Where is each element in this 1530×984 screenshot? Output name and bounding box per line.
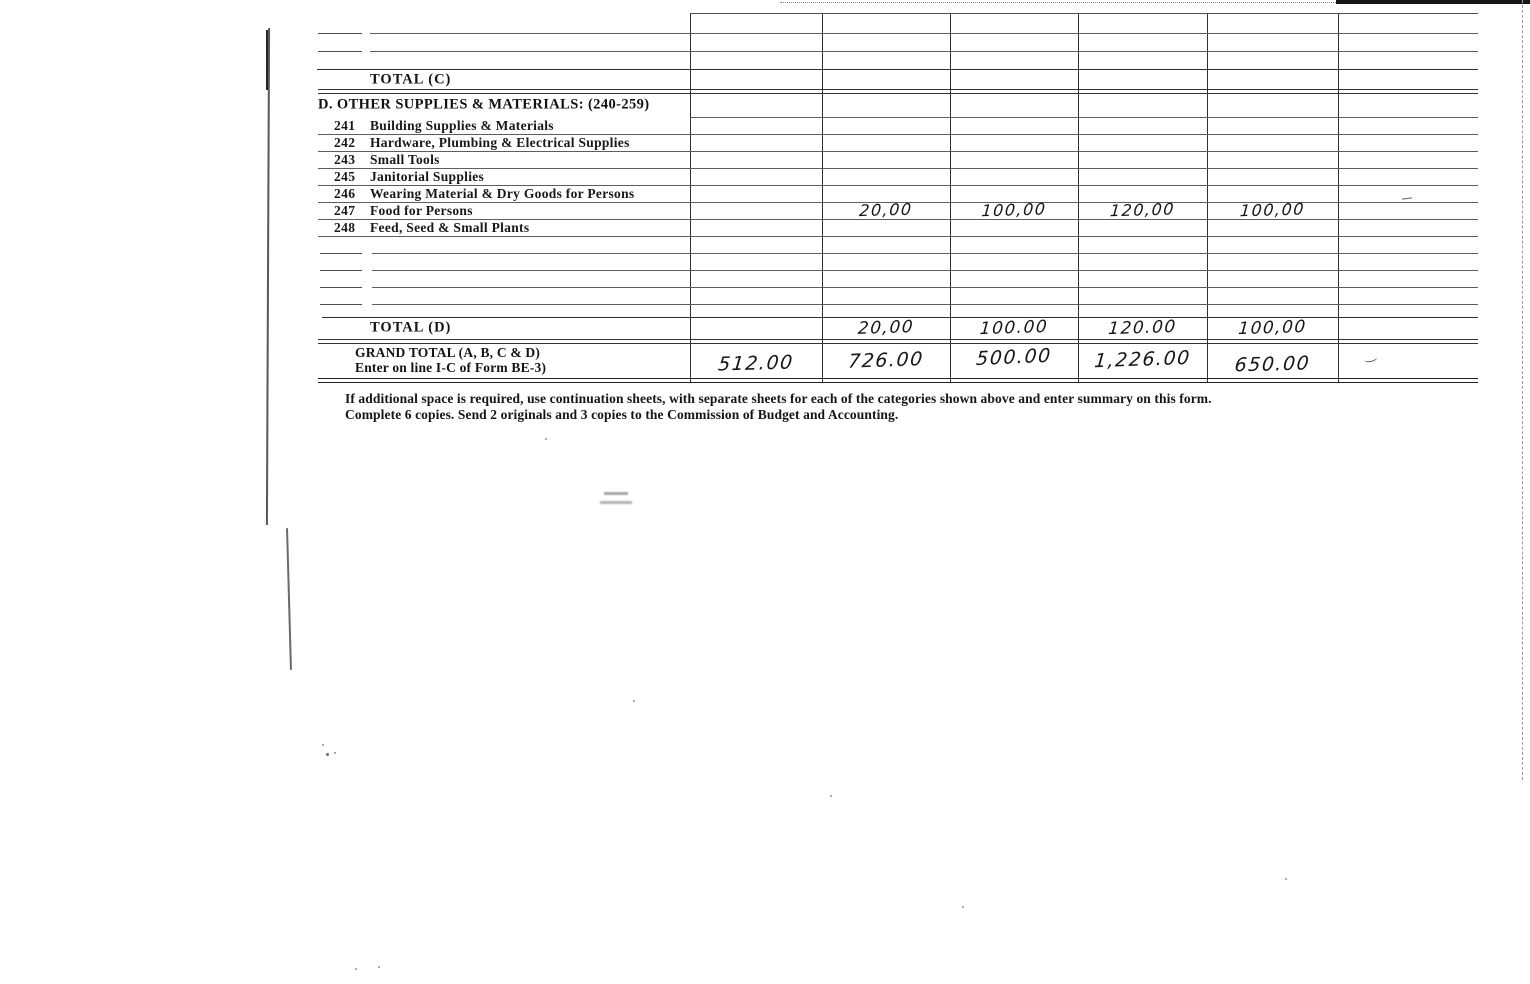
amount-cell — [1207, 317, 1338, 339]
grand-total-label-line1: GRAND TOTAL (A, B, C & D) — [355, 345, 541, 360]
blank-row-number-stub — [320, 287, 362, 288]
blank-row-number-stub — [318, 51, 362, 52]
footnote-line1: If additional space is required, use continuation sheets, with separate sheets for each of the categories shown above and enter summary on this form. — [345, 391, 1212, 406]
item-number: 243 — [334, 151, 356, 167]
row-grand-total — [318, 342, 1478, 378]
speck — [326, 753, 329, 756]
item-label: Building Supplies & Materials — [370, 117, 554, 133]
handwritten-amount: 100,00 — [1239, 198, 1306, 220]
handwritten-amount: 100.00 — [979, 316, 1049, 340]
top-right-heavy-edge-bar — [1336, 0, 1530, 4]
blank-row-data-rule — [690, 287, 1478, 288]
blank-row-data-rule — [690, 270, 1478, 271]
item-number: 248 — [334, 219, 356, 235]
handwritten-amount: 100,00 — [980, 198, 1048, 220]
speck — [378, 966, 380, 968]
item-number: 245 — [334, 168, 356, 184]
blank-row-number-stub — [320, 270, 362, 271]
blank-row-desc-rule — [370, 51, 690, 52]
speck — [830, 795, 832, 797]
item-label: Janitorial Supplies — [370, 168, 485, 184]
grand-total-bottom-double-rule — [318, 378, 1478, 383]
amount-cell — [1078, 317, 1207, 339]
item-row-245 — [318, 168, 1478, 185]
blank-row-desc-rule — [372, 270, 690, 271]
item-number: 246 — [334, 185, 356, 201]
item-label: Small Tools — [370, 151, 440, 167]
amount-cell — [950, 317, 1078, 339]
amount-cell — [690, 342, 822, 378]
item-row-242 — [318, 134, 1478, 151]
amount-cell — [950, 342, 1078, 378]
handwritten-amount: 726.00 — [847, 348, 925, 373]
blank-row-data-rule — [690, 51, 1478, 52]
row-section-d-heading — [318, 92, 1478, 117]
top-page-edge-dotted-line — [780, 2, 1336, 3]
speck — [1285, 878, 1287, 880]
blank-row-desc-rule — [372, 253, 690, 254]
item-row-rule — [318, 236, 1478, 237]
amount-cell — [950, 198, 1078, 220]
blank-row-desc-rule — [370, 33, 690, 34]
row-total-d — [318, 317, 1478, 339]
item-row-247 — [318, 198, 1478, 220]
data-area-top-rule — [690, 13, 1478, 14]
speck — [633, 700, 635, 702]
blank-row-number-stub — [318, 33, 362, 34]
row-total-c — [318, 69, 1478, 91]
handwritten-amount: 100,00 — [1237, 316, 1308, 340]
grand-total-label — [355, 345, 546, 375]
item-number: 242 — [334, 134, 356, 150]
grand-total-label-line2: Enter on line I-C of Form BE-3) — [355, 360, 547, 375]
amount-cell — [1078, 342, 1207, 378]
item-label: Food for Persons — [370, 202, 473, 218]
handwritten-amount: 20,00 — [857, 317, 915, 339]
total-d-label: TOTAL (D) — [370, 319, 452, 336]
smudge-mark — [604, 492, 628, 495]
amount-cell — [1078, 198, 1207, 220]
amount-cell — [1207, 198, 1338, 220]
item-row-248 — [318, 219, 1478, 236]
handwritten-amount: 120,00 — [1109, 198, 1176, 220]
handwritten-amount: 120.00 — [1107, 316, 1178, 340]
blank-row-number-stub — [320, 304, 362, 305]
section-d-heading: D. OTHER SUPPLIES & MATERIALS: (240-259) — [318, 96, 650, 112]
amount-cell — [822, 317, 950, 339]
item-row-241 — [318, 117, 1478, 134]
item-label: Hardware, Plumbing & Electrical Supplies — [370, 134, 630, 150]
smudge-mark — [600, 501, 632, 504]
speck — [545, 438, 547, 440]
blank-row-number-stub — [320, 253, 362, 254]
item-number: 241 — [334, 117, 356, 133]
item-label: Feed, Seed & Small Plants — [370, 219, 530, 235]
blank-row-desc-rule — [372, 304, 690, 305]
handwritten-amount: 512.00 — [717, 351, 795, 376]
right-page-edge-dashed-line — [1522, 0, 1523, 780]
handwritten-amount: 500.00 — [975, 344, 1053, 371]
footnote — [345, 391, 1275, 422]
speck — [962, 906, 964, 908]
item-number: 247 — [334, 202, 356, 218]
left-margin-line-dark-segment — [266, 30, 269, 90]
speck — [355, 968, 357, 970]
handwritten-amount: 1,226.00 — [1093, 346, 1192, 373]
amount-cell — [1207, 342, 1338, 378]
handwritten-amount: 20,00 — [858, 199, 914, 220]
item-row-243 — [318, 151, 1478, 168]
total-c-label: TOTAL (C) — [370, 71, 452, 88]
left-margin-line — [266, 28, 270, 525]
speck — [322, 744, 324, 746]
blank-row-data-rule — [690, 33, 1478, 34]
handwritten-amount: 650.00 — [1233, 352, 1312, 377]
blank-row-desc-rule — [372, 287, 690, 288]
blank-row-data-rule — [690, 304, 1478, 305]
amount-cell — [822, 199, 950, 220]
blank-row-data-rule — [690, 253, 1478, 254]
left-margin-curved-segment — [286, 528, 292, 670]
speck — [334, 752, 336, 754]
item-label: Wearing Material & Dry Goods for Persons — [370, 185, 635, 201]
footnote-line2: Complete 6 copies. Send 2 originals and 3 copies to the Commission of Budget and Accounting. — [345, 406, 899, 422]
amount-cell — [822, 342, 950, 378]
